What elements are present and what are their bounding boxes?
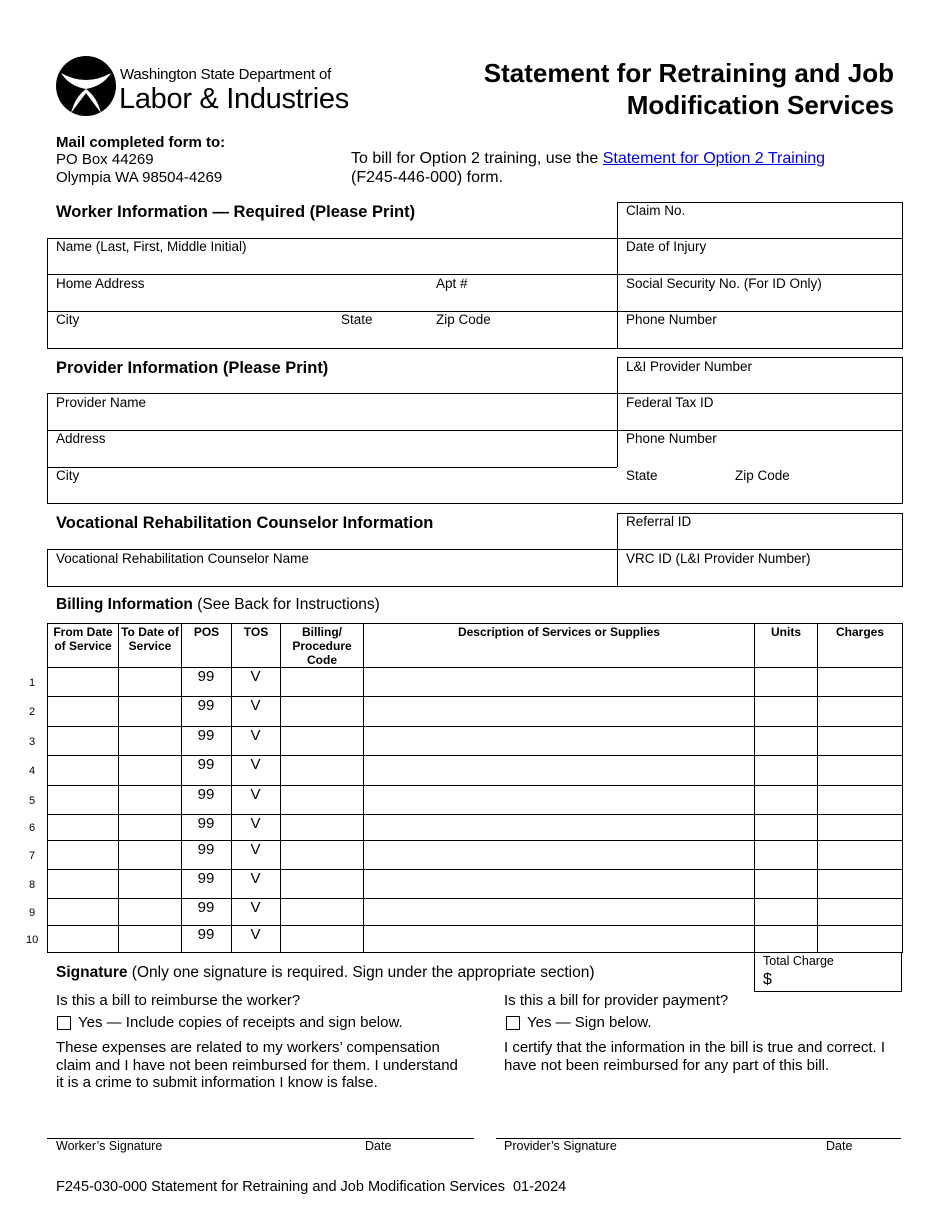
table-row[interactable] bbox=[47, 814, 903, 840]
row-number: 8 bbox=[29, 878, 36, 891]
row-number: 2 bbox=[29, 706, 36, 718]
pos-cell: 99 bbox=[197, 668, 215, 685]
tos-cell: V bbox=[250, 926, 261, 943]
logo-emblem-icon bbox=[55, 53, 117, 119]
mail-block bbox=[56, 134, 225, 187]
tos-cell: V bbox=[250, 815, 261, 832]
provider-payment-label: Yes — Sign below. bbox=[527, 1014, 652, 1031]
pos-cell: 99 bbox=[197, 870, 215, 887]
option2-training-link[interactable]: Statement for Option 2 Training bbox=[602, 150, 826, 167]
provider-name-field[interactable]: Provider Name bbox=[56, 395, 147, 410]
billing-heading bbox=[56, 596, 380, 614]
table-row[interactable] bbox=[47, 667, 903, 696]
total-charge-currency: $ bbox=[763, 971, 772, 988]
claim-no-label: Claim No. bbox=[626, 203, 686, 218]
home-address-field[interactable]: Home Address bbox=[56, 276, 145, 291]
pos-cell: 99 bbox=[197, 727, 215, 744]
provider-city-field[interactable]: City bbox=[56, 468, 80, 483]
pos-cell: 99 bbox=[197, 815, 215, 832]
provider-state-field[interactable]: State bbox=[626, 468, 658, 483]
row-number: 7 bbox=[29, 849, 36, 862]
option2-note bbox=[351, 149, 891, 187]
billing-heading-bold: Billing Information bbox=[56, 596, 193, 613]
table-row[interactable] bbox=[47, 755, 903, 785]
pos-cell: 99 bbox=[197, 926, 215, 943]
provider-signature-label: Provider’s Signature bbox=[504, 1139, 617, 1153]
referral-id-label: Referral ID bbox=[626, 514, 692, 529]
vrc-heading: Vocational Rehabilitation Counselor Information bbox=[56, 514, 434, 532]
tos-cell: V bbox=[250, 756, 261, 773]
form-title-line1: Statement for Retraining and Job bbox=[483, 58, 894, 88]
vrc-name-field[interactable]: Vocational Rehabilitation Counselor Name bbox=[56, 551, 309, 566]
agency-name-line2: Labor & Industries bbox=[119, 83, 349, 115]
worker-reimburse-label: Yes — Include copies of receipts and sign below. bbox=[78, 1014, 403, 1031]
worker-signature-label: Worker’s Signature bbox=[56, 1139, 163, 1153]
form-title bbox=[374, 57, 894, 121]
agency-logo bbox=[55, 53, 349, 119]
col-charges: Charges bbox=[835, 625, 885, 639]
signature-heading-bold: Signature bbox=[56, 964, 128, 981]
pos-cell: 99 bbox=[197, 786, 215, 803]
col-pos: POS bbox=[193, 625, 220, 639]
li-provider-number-label: L&I Provider Number bbox=[626, 359, 753, 374]
worker-state-field[interactable]: State bbox=[341, 312, 373, 327]
col-description: Description of Services or Supplies bbox=[457, 625, 661, 639]
row-number: 3 bbox=[29, 735, 36, 748]
agency-name-line1: Washington State Department of bbox=[120, 66, 332, 83]
provider-bill-question: Is this a bill for provider payment? bbox=[504, 992, 729, 1009]
table-row[interactable] bbox=[47, 869, 903, 898]
tos-cell: V bbox=[250, 841, 261, 858]
tos-cell: V bbox=[250, 668, 261, 685]
tos-cell: V bbox=[250, 899, 261, 916]
vrc-id-field[interactable]: VRC ID (L&I Provider Number) bbox=[626, 551, 811, 566]
federal-tax-id-field[interactable]: Federal Tax ID bbox=[626, 395, 714, 410]
provider-zip-field[interactable]: Zip Code bbox=[735, 468, 790, 483]
table-row[interactable] bbox=[47, 840, 903, 869]
worker-bill-question: Is this a bill to reimburse the worker? bbox=[56, 992, 301, 1009]
worker-date-label: Date bbox=[365, 1139, 392, 1153]
pos-cell: 99 bbox=[197, 756, 215, 773]
signature-heading-rest: (Only one signature is required. Sign under the appropriate section) bbox=[127, 964, 595, 981]
col-procedure-code: Billing/ Procedure Code bbox=[292, 625, 352, 667]
provider-info-box bbox=[47, 393, 903, 504]
apt-field[interactable]: Apt # bbox=[436, 276, 468, 291]
tos-cell: V bbox=[250, 727, 261, 744]
row-number: 4 bbox=[29, 765, 36, 777]
tos-cell: V bbox=[250, 870, 261, 887]
pos-cell: 99 bbox=[197, 841, 215, 858]
worker-attestation: These expenses are related to my workers’ compensation claim and I have not been reimbursed for them. I understand it is a crime to submit information I know is false. bbox=[56, 1039, 458, 1091]
table-row[interactable] bbox=[47, 925, 903, 953]
provider-date-label: Date bbox=[826, 1139, 853, 1153]
worker-zip-field[interactable]: Zip Code bbox=[436, 312, 491, 327]
table-row[interactable] bbox=[47, 898, 903, 925]
ssn-field[interactable]: Social Security No. (For ID Only) bbox=[626, 276, 822, 291]
billing-heading-rest: (See Back for Instructions) bbox=[192, 596, 380, 613]
table-row[interactable] bbox=[47, 696, 903, 726]
mail-line2: Olympia WA 98504-4269 bbox=[56, 169, 223, 186]
note-suffix: (F245-446-000) form. bbox=[351, 169, 504, 186]
mail-line1: PO Box 44269 bbox=[56, 151, 154, 168]
provider-payment-checkbox[interactable] bbox=[506, 1016, 520, 1030]
note-prefix: To bill for Option 2 training, use the bbox=[351, 150, 603, 167]
col-from-date: From Date of Service bbox=[53, 625, 113, 653]
worker-phone-field[interactable]: Phone Number bbox=[626, 312, 717, 327]
row-number: 9 bbox=[29, 906, 36, 919]
signature-heading bbox=[56, 964, 594, 982]
table-row[interactable] bbox=[47, 726, 903, 755]
worker-city-field[interactable]: City bbox=[56, 312, 80, 327]
tos-cell: V bbox=[250, 697, 261, 714]
form-title-line2: Modification Services bbox=[626, 90, 894, 120]
row-number: 6 bbox=[29, 822, 36, 834]
mail-label: Mail completed form to: bbox=[56, 134, 226, 151]
provider-address-field[interactable]: Address bbox=[56, 431, 106, 446]
row-number: 1 bbox=[29, 676, 36, 689]
provider-attestation: I certify that the information in the bill is true and correct. I have not been reimbursed for any part of this bill. bbox=[504, 1039, 886, 1074]
table-row[interactable] bbox=[47, 785, 903, 814]
provider-heading: Provider Information (Please Print) bbox=[56, 359, 329, 377]
row-number: 5 bbox=[29, 794, 36, 807]
worker-heading: Worker Information — Required (Please Print) bbox=[56, 203, 416, 221]
total-charge-label: Total Charge bbox=[763, 954, 834, 968]
form-footer: F245-030-000 Statement for Retraining and Job Modification Services 01-2024 bbox=[56, 1179, 567, 1195]
worker-info-box bbox=[47, 238, 903, 349]
pos-cell: 99 bbox=[197, 697, 215, 714]
tos-cell: V bbox=[250, 786, 261, 803]
col-to-date: To Date of Service bbox=[121, 625, 179, 653]
col-units: Units bbox=[771, 625, 801, 639]
pos-cell: 99 bbox=[197, 899, 215, 916]
row-number: 10 bbox=[26, 934, 39, 946]
col-tos: TOS bbox=[243, 625, 269, 639]
provider-phone-field[interactable]: Phone Number bbox=[626, 431, 717, 446]
worker-name-field[interactable]: Name (Last, First, Middle Initial) bbox=[56, 239, 247, 254]
date-of-injury-field[interactable]: Date of Injury bbox=[626, 239, 707, 254]
worker-reimburse-checkbox[interactable] bbox=[57, 1016, 71, 1030]
